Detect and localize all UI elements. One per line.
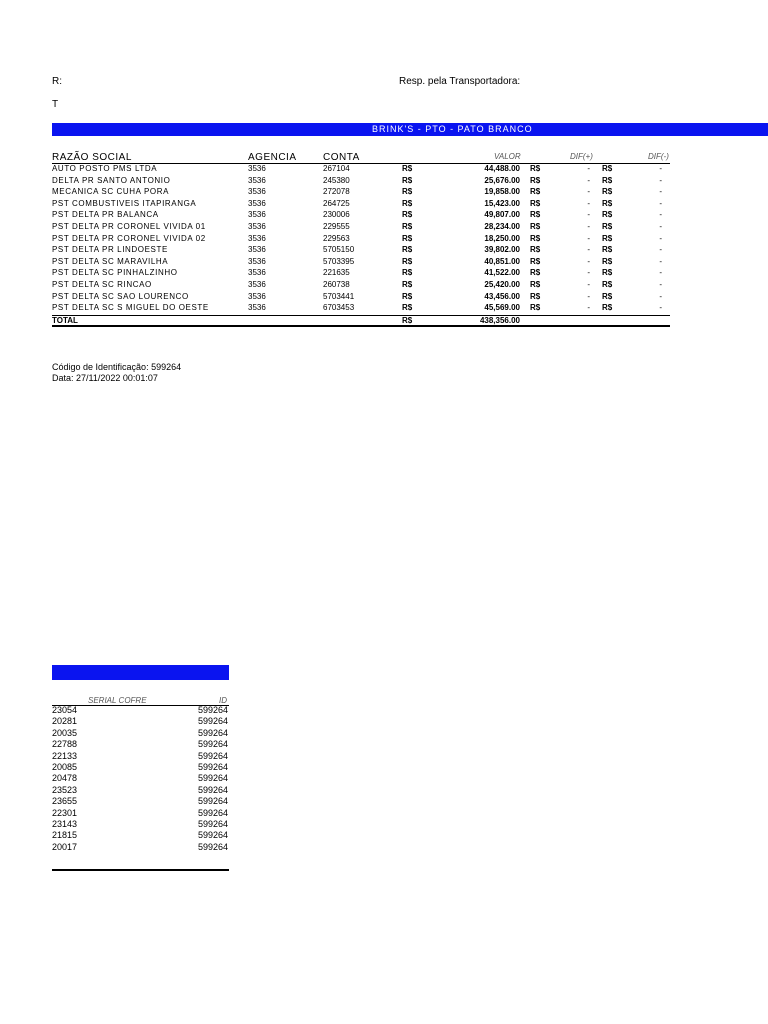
agencia-cell: 3536 (248, 303, 266, 313)
serial-cell: 20085 (52, 762, 78, 772)
valor-cell: 41,522.00 (484, 268, 520, 278)
currency-cell: R$ (602, 245, 613, 255)
serial-cell: 20478 (52, 773, 78, 784)
table-row (0, 303, 768, 315)
currency-cell: R$ (530, 198, 541, 208)
serial-row (0, 716, 240, 727)
table-row (0, 187, 768, 199)
agencia-cell: 3536 (248, 280, 266, 289)
dif-plus-cell: - (587, 175, 590, 185)
serial-row (0, 808, 240, 819)
valor-cell: 15,423.00 (484, 198, 520, 208)
conta-cell: 229555 (323, 222, 350, 231)
currency-cell: R$ (530, 245, 541, 255)
id-cell: 599264 (197, 796, 228, 807)
codigo-identificacao: Código de Identificação: 599264 (52, 362, 182, 372)
table-row (0, 280, 768, 292)
serial-cell: 22133 (52, 750, 78, 761)
dif-minus-cell: - (659, 268, 662, 278)
currency-cell: R$ (530, 187, 541, 197)
conta-cell: 221635 (323, 268, 350, 278)
total-value: 438,356.00 (479, 316, 520, 325)
id-cell: 599264 (197, 750, 228, 761)
r-label: R: (52, 76, 62, 87)
dif-plus-cell: - (587, 303, 590, 313)
dif-plus-cell: - (587, 280, 590, 289)
conta-cell: 5703441 (323, 291, 355, 301)
currency-cell: R$ (402, 245, 413, 255)
razao-social-cell: PST DELTA PR BALANCA (52, 210, 159, 220)
conta-cell: 272078 (323, 187, 350, 197)
serial-cell: 23655 (52, 796, 78, 807)
currency-cell: R$ (530, 280, 541, 289)
serial-row (0, 819, 240, 830)
table-row (0, 245, 768, 257)
serial-row (0, 796, 240, 807)
currency-cell: R$ (402, 256, 413, 266)
conta-cell: 5703395 (323, 256, 355, 266)
total-currency: R$ (402, 316, 413, 325)
razao-social-cell: PST DELTA SC RINCAO (52, 280, 152, 289)
currency-cell: R$ (602, 268, 613, 278)
dif-minus-cell: - (659, 280, 662, 289)
agencia-cell: 3536 (248, 256, 266, 266)
serial-cell: 22788 (52, 739, 78, 750)
id-cell: 599264 (197, 807, 228, 818)
dif-minus-cell: - (659, 291, 662, 301)
col-dif-minus: DIF(-) (648, 152, 669, 161)
dif-minus-cell: - (659, 164, 662, 173)
serial-row (0, 705, 240, 716)
agencia-cell: 3536 (248, 245, 266, 255)
dif-minus-cell: - (659, 256, 662, 266)
serial-row (0, 773, 240, 784)
valor-cell: 25,676.00 (484, 175, 520, 185)
serial-banner (52, 665, 229, 680)
currency-cell: R$ (402, 187, 413, 197)
dif-minus-cell: - (659, 198, 662, 208)
dif-plus-cell: - (587, 268, 590, 278)
serial-row (0, 762, 240, 773)
currency-cell: R$ (402, 164, 413, 173)
valor-cell: 18,250.00 (484, 233, 520, 243)
col-conta: CONTA (323, 152, 360, 163)
table-row (0, 210, 768, 222)
dif-minus-cell: - (659, 187, 662, 197)
t-label: T (52, 99, 59, 110)
razao-social-cell: MECANICA SC CUHA PORA (52, 187, 170, 197)
currency-cell: R$ (402, 303, 413, 313)
serial-cell: 20017 (52, 841, 78, 852)
table-row (0, 164, 768, 176)
agencia-cell: 3536 (248, 210, 266, 220)
currency-cell: R$ (530, 164, 541, 173)
currency-cell: R$ (602, 187, 613, 197)
razao-social-cell: PST DELTA SC MARAVILHA (52, 256, 169, 266)
serial-row (0, 842, 240, 853)
id-cell: 599264 (197, 762, 228, 772)
id-cell: 599264 (197, 716, 228, 727)
currency-cell: R$ (602, 175, 613, 185)
col-id: ID (219, 696, 227, 705)
col-valor: VALOR (494, 152, 521, 161)
serial-cell: 21815 (52, 830, 78, 841)
conta-cell: 230006 (323, 210, 350, 220)
valor-cell: 19,858.00 (484, 187, 520, 197)
currency-cell: R$ (602, 280, 613, 289)
agencia-cell: 3536 (248, 268, 266, 278)
valor-cell: 39,802.00 (484, 245, 520, 255)
serial-cell: 23143 (52, 819, 78, 829)
title-banner (52, 123, 768, 136)
agencia-cell: 3536 (248, 233, 266, 243)
total-bottom-line (52, 325, 670, 327)
valor-cell: 45,569.00 (484, 303, 520, 313)
valor-cell: 49,807.00 (484, 210, 520, 220)
conta-cell: 5705150 (323, 245, 355, 255)
table-row (0, 234, 768, 246)
serial-cell: 22301 (52, 807, 78, 818)
currency-cell: R$ (530, 303, 541, 313)
dif-plus-cell: - (587, 291, 590, 301)
conta-cell: 260738 (323, 280, 350, 289)
dif-plus-cell: - (587, 233, 590, 243)
razao-social-cell: AUTO POSTO PMS LTDA (52, 164, 158, 173)
valor-cell: 43,456.00 (484, 291, 520, 301)
currency-cell: R$ (602, 256, 613, 266)
currency-cell: R$ (602, 233, 613, 243)
currency-cell: R$ (602, 198, 613, 208)
currency-cell: R$ (402, 280, 413, 289)
dif-minus-cell: - (659, 222, 662, 231)
conta-cell: 245380 (323, 175, 350, 185)
currency-cell: R$ (530, 233, 541, 243)
valor-cell: 40,851.00 (484, 256, 520, 266)
currency-cell: R$ (602, 303, 613, 313)
currency-cell: R$ (530, 175, 541, 185)
razao-social-cell: PST COMBUSTIVEIS ITAPIRANGA (52, 198, 197, 208)
serial-row (0, 751, 240, 762)
razao-social-cell: PST DELTA SC SAO LOURENCO (52, 291, 189, 301)
serial-row (0, 830, 240, 841)
table-row (0, 222, 768, 234)
resp-transportadora-label: Resp. pela Transportadora: (399, 76, 521, 87)
valor-cell: 44,488.00 (484, 164, 520, 173)
currency-cell: R$ (402, 291, 413, 301)
dif-minus-cell: - (659, 233, 662, 243)
dif-minus-cell: - (659, 245, 662, 255)
dif-plus-cell: - (587, 245, 590, 255)
currency-cell: R$ (602, 210, 613, 220)
razao-social-cell: PST DELTA PR CORONEL VIVIDA 02 (52, 233, 206, 243)
table-row (0, 199, 768, 211)
razao-social-cell: DELTA PR SANTO ANTONIO (52, 175, 171, 185)
id-cell: 599264 (197, 830, 228, 841)
id-cell: 599264 (197, 727, 228, 738)
serial-cell: 20281 (52, 716, 78, 727)
agencia-cell: 3536 (248, 198, 266, 208)
table-row (0, 257, 768, 269)
currency-cell: R$ (530, 210, 541, 220)
total-top-line (52, 315, 670, 316)
currency-cell: R$ (602, 164, 613, 173)
conta-cell: 264725 (323, 198, 350, 208)
currency-cell: R$ (402, 233, 413, 243)
serial-row (0, 785, 240, 796)
serial-cell: 23523 (52, 784, 78, 795)
dif-minus-cell: - (659, 210, 662, 220)
razao-social-cell: PST DELTA PR CORONEL VIVIDA 01 (52, 222, 206, 231)
dif-plus-cell: - (587, 198, 590, 208)
valor-cell: 25,420.00 (484, 280, 520, 289)
total-label: TOTAL (52, 316, 78, 325)
table-row (0, 292, 768, 304)
valor-cell: 28,234.00 (484, 222, 520, 231)
currency-cell: R$ (602, 222, 613, 231)
dif-plus-cell: - (587, 210, 590, 220)
col-serial-cofre: SERIAL COFRE (88, 696, 147, 705)
agencia-cell: 3536 (248, 222, 266, 231)
dif-minus-cell: - (659, 175, 662, 185)
currency-cell: R$ (402, 222, 413, 231)
agencia-cell: 3536 (248, 175, 266, 185)
currency-cell: R$ (402, 198, 413, 208)
table-row (0, 268, 768, 280)
dif-plus-cell: - (587, 222, 590, 231)
conta-cell: 229563 (323, 233, 350, 243)
id-cell: 599264 (197, 784, 228, 795)
currency-cell: R$ (402, 175, 413, 185)
conta-cell: 267104 (323, 164, 350, 173)
agencia-cell: 3536 (248, 187, 266, 197)
data-timestamp: Data: 27/11/2022 00:01:07 (52, 373, 158, 383)
currency-cell: R$ (402, 268, 413, 278)
currency-cell: R$ (530, 256, 541, 266)
agencia-cell: 3536 (248, 291, 266, 301)
dif-plus-cell: - (587, 256, 590, 266)
id-cell: 599264 (197, 819, 228, 829)
currency-cell: R$ (530, 291, 541, 301)
id-cell: 599264 (197, 773, 228, 784)
serial-row (0, 728, 240, 739)
table-row (0, 176, 768, 188)
dif-plus-cell: - (587, 187, 590, 197)
currency-cell: R$ (530, 222, 541, 231)
banner-title: BRINK'S - PTO - PATO BRANCO (372, 124, 533, 134)
currency-cell: R$ (602, 291, 613, 301)
col-razao-social: RAZÃO SOCIAL (52, 152, 132, 163)
conta-cell: 6703453 (323, 303, 355, 313)
razao-social-cell: PST DELTA SC S MIGUEL DO OESTE (52, 303, 209, 313)
currency-cell: R$ (530, 268, 541, 278)
serial-end-line (52, 869, 229, 871)
dif-plus-cell: - (587, 164, 590, 173)
col-agencia: AGENCIA (248, 152, 297, 163)
serial-row (0, 739, 240, 750)
id-cell: 599264 (197, 841, 228, 852)
currency-cell: R$ (402, 210, 413, 220)
serial-cell: 20035 (52, 727, 78, 738)
dif-minus-cell: - (659, 303, 662, 313)
id-cell: 599264 (197, 739, 228, 750)
serial-cell: 23054 (52, 705, 78, 715)
id-cell: 599264 (197, 705, 228, 715)
razao-social-cell: PST DELTA PR LINDOESTE (52, 245, 168, 255)
col-dif-plus: DIF(+) (570, 152, 593, 161)
agencia-cell: 3536 (248, 164, 266, 173)
razao-social-cell: PST DELTA SC PINHALZINHO (52, 268, 178, 278)
